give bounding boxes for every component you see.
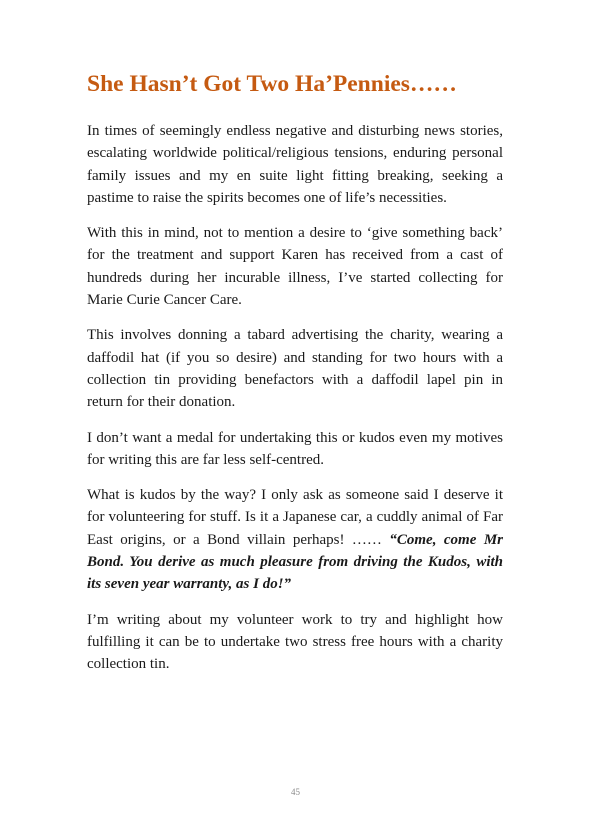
page-number: 45 bbox=[291, 787, 300, 797]
article-body bbox=[87, 120, 503, 689]
paragraph-2: With this in mind, not to mention a desire to ‘give something back’ for the treatment and support Karen has received from a cast of hundreds during her incurable illness, I’ve started collecting for Marie Curie Cancer Care. bbox=[87, 225, 503, 309]
paragraph-3: This involves donning a tabard advertising the charity, wearing a daffodil hat (if you so desire) and standing for two hours with a collection tin providing benefactors with a daffodil lapel pin in return for their donation. bbox=[87, 327, 503, 411]
paragraph-1: In times of seemingly endless negative and disturbing news stories, escalating worldwide political/religious tensions, enduring personal family issues and my en suite light fitting breaking, seeking a pastime to raise the spirits becomes one of life’s necessities. bbox=[87, 123, 503, 206]
page-title: She Hasn’t Got Two Ha’Pennies…… bbox=[87, 71, 457, 97]
paragraph-4: I don’t want a medal for undertaking this or kudos even my motives for writing this are far less self-centred. bbox=[87, 429, 503, 468]
bond-quote: “Come, come Mr Bond. You derive as much pleasure from driving the Kudos, with its seven year warranty, as I do!” bbox=[87, 531, 503, 593]
kudos-text: What is kudos by the way? I only ask as someone said I deserve it for volunteering for stuff. Is it a Japanese car, a cuddly animal of Far East origins, or a Bond villain perhaps! …… bbox=[87, 487, 503, 548]
paragraph-5 bbox=[87, 484, 503, 595]
paragraph-6: I’m writing about my volunteer work to try and highlight how fulfilling it can be to undertake two stress free hours with a charity collection tin. bbox=[87, 611, 503, 673]
